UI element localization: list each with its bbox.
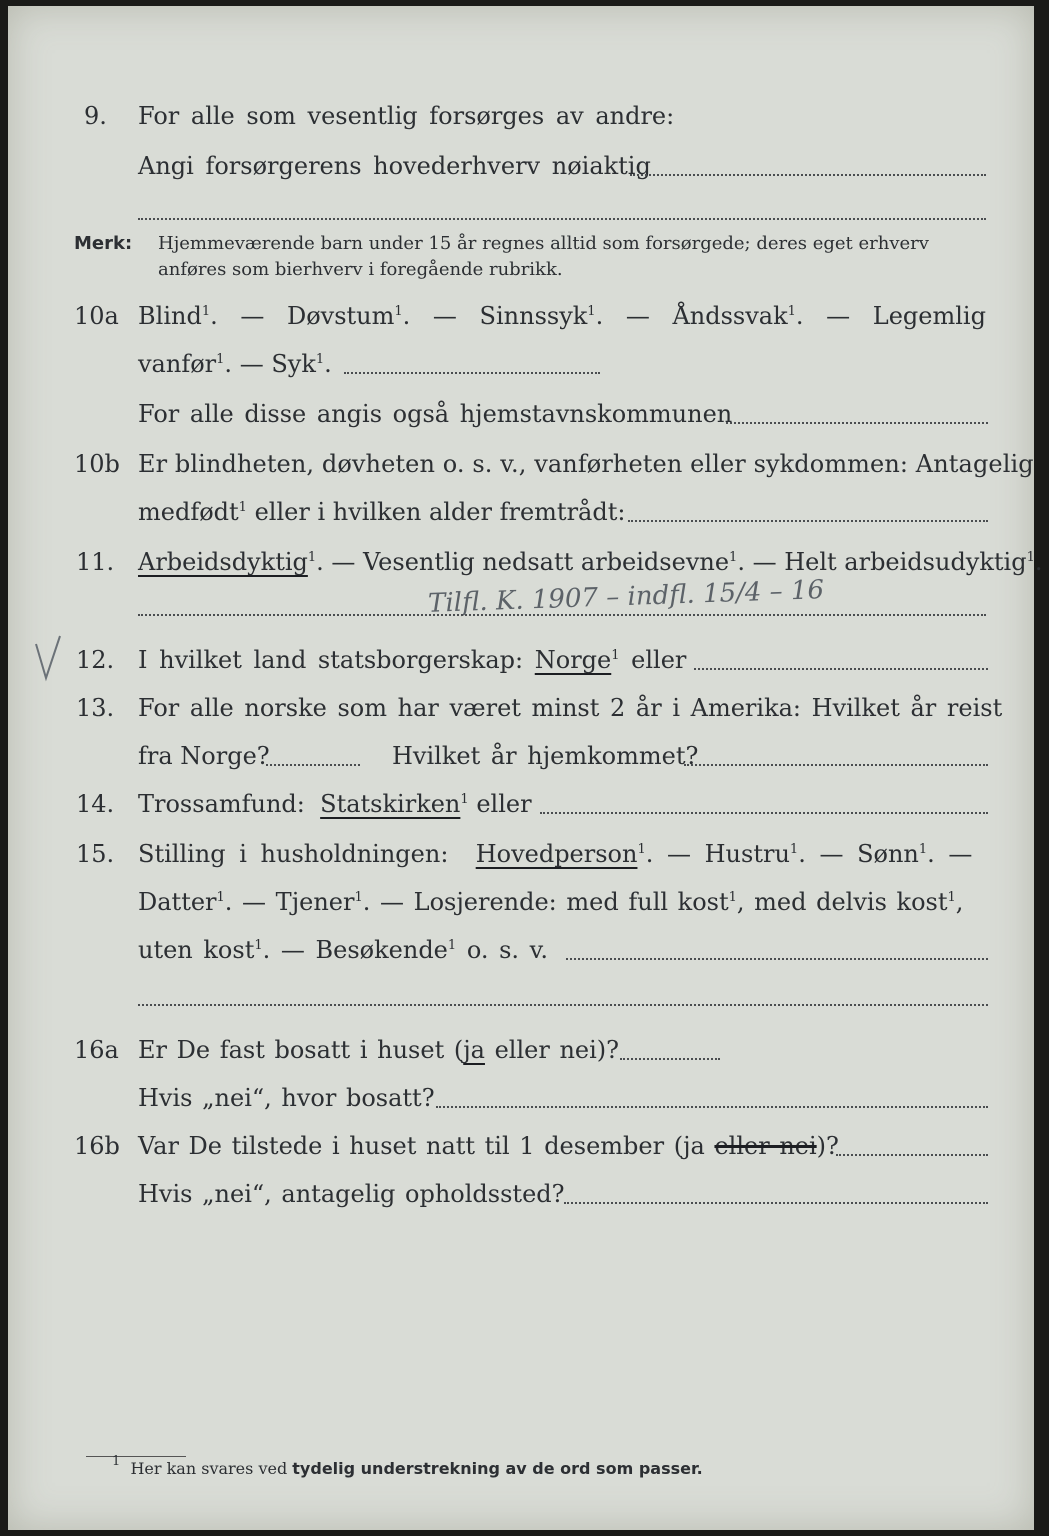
footnote-rule [86,1456,186,1457]
q9-answer-line[interactable] [630,174,986,176]
merk-line2: anføres som bierhverv i foregående rubrikk. [158,259,563,280]
q12-answer-line[interactable] [694,668,988,670]
q10a-line3: For alle disse angis også hjemstavnskommunen [138,400,733,428]
option-andssvak: Åndssvak$^1$. [672,302,804,330]
q16a-number: 16a [74,1036,119,1064]
q13-hjem: Hvilket år hjemkommet? [392,742,699,770]
q11-number: 11. [76,548,115,576]
q10a-line1: Blind$^1$. — Døvstum$^1$. — Sinnssyk$^1$. — Åndssvak$^1$. — Legemlig [138,302,986,330]
q11-answer-line[interactable] [138,614,986,616]
q14-number: 14. [76,790,115,818]
struck-eller-nei: eller nei [714,1132,817,1160]
q9-line1: For alle som vesentlig forsørges av andre: [138,102,675,130]
q15-line1: Stilling i husholdningen: Hovedperson$^1$. — Hustru$^1$. — Sønn$^1$. — [138,840,973,868]
q16a-answer-line[interactable] [620,1058,720,1060]
q10b-number: 10b [74,450,120,478]
q9-answer-line-2[interactable] [138,218,986,220]
q13-number: 13. [76,694,115,722]
q13-line1: For alle norske som har været minst 2 år i Amerika: Hvilket år reist [138,694,1003,722]
q16b-line1: Var De tilstede i huset natt til 1 desember (ja eller nei)? [138,1132,839,1160]
option-blind: Blind$^1$. [138,302,218,330]
q9-number: 9. [84,102,107,130]
q10b-answer-line[interactable] [628,520,988,522]
option-dovstum: Døvstum$^1$. [286,302,411,330]
q16a-bosatt-line[interactable] [436,1106,988,1108]
q10a-number: 10a [74,302,119,330]
q15-line3: uten kost$^1$. — Besøkende$^1$ o. s. v. [138,936,549,964]
q12-number: 12. [76,646,115,674]
q11-line1: Arbeidsdyktig$^1$. — Vesentlig nedsatt arbeidsevne$^1$. — Helt arbeidsudyktig$^1$. [138,548,1043,576]
q10b-line2: medfødt$^1$ eller i hvilken alder fremtrådt: [138,498,626,526]
q15-answer-line[interactable] [566,958,988,960]
underlined-ja: ja [463,1036,485,1064]
merk-line1: Hjemmeværende barn under 15 år regnes alltid som forsørgede; deres eget erhverv [158,233,929,254]
q14-answer-line[interactable] [540,812,988,814]
q16a-line2: Hvis „nei“, hvor bosatt? [138,1084,435,1112]
option-sinnssyk: Sinnssyk$^1$. [479,302,604,330]
checkmark-icon [34,634,64,686]
merk-label: Merk: [74,233,133,254]
q16b-answer-line[interactable] [836,1154,988,1156]
q16b-opholdssted-line[interactable] [564,1202,988,1204]
q15-line2: Datter$^1$. — Tjener$^1$. — Losjerende: med full kost$^1$, med delvis kost$^1$, [138,888,964,916]
option-legemlig: Legemlig [872,302,986,330]
footnote: $^1$ Her kan svares ved tydelig understrekning av de ord som passer. [112,1454,703,1478]
q16a-line1: Er De fast bosatt i huset (ja eller nei)? [138,1036,620,1064]
q14-line: Trossamfund: Statskirken$^1$ eller [138,790,532,818]
underlined-statskirken: Statskirken [320,790,461,818]
q15-answer-line-2[interactable] [138,1004,988,1006]
q15-number: 15. [76,840,115,868]
handwritten-note-q11: Tilfl. K. 1907 – indfl. 15/4 – 16 [427,575,825,619]
q12-line: I hvilket land statsborgerskap: Norge$^1$ eller [138,646,687,674]
q10a-hjemstavn-line[interactable] [726,422,988,424]
census-form-page [8,6,1043,1530]
q10a-answer-line[interactable] [344,372,600,374]
q13-fra: fra Norge? [138,742,270,770]
q9-line2: Angi forsørgerens hovederhverv nøiaktig [138,152,651,180]
q10b-line1: Er blindheten, døvheten o. s. v., vanførheten eller sykdommen: Antagelig [138,450,1034,478]
q13-hjemkommet-line[interactable] [684,764,988,766]
q16b-line2: Hvis „nei“, antagelig opholdssted? [138,1180,565,1208]
q13-reist-line[interactable] [266,764,360,766]
underlined-hovedperson: Hovedperson [475,840,638,868]
underlined-norge: Norge [534,646,612,674]
q10a-line2: vanfør$^1$. — Syk$^1$. [138,350,332,378]
underlined-arbeidsdyktig: Arbeidsdyktig [138,548,308,576]
q16b-number: 16b [74,1132,120,1160]
